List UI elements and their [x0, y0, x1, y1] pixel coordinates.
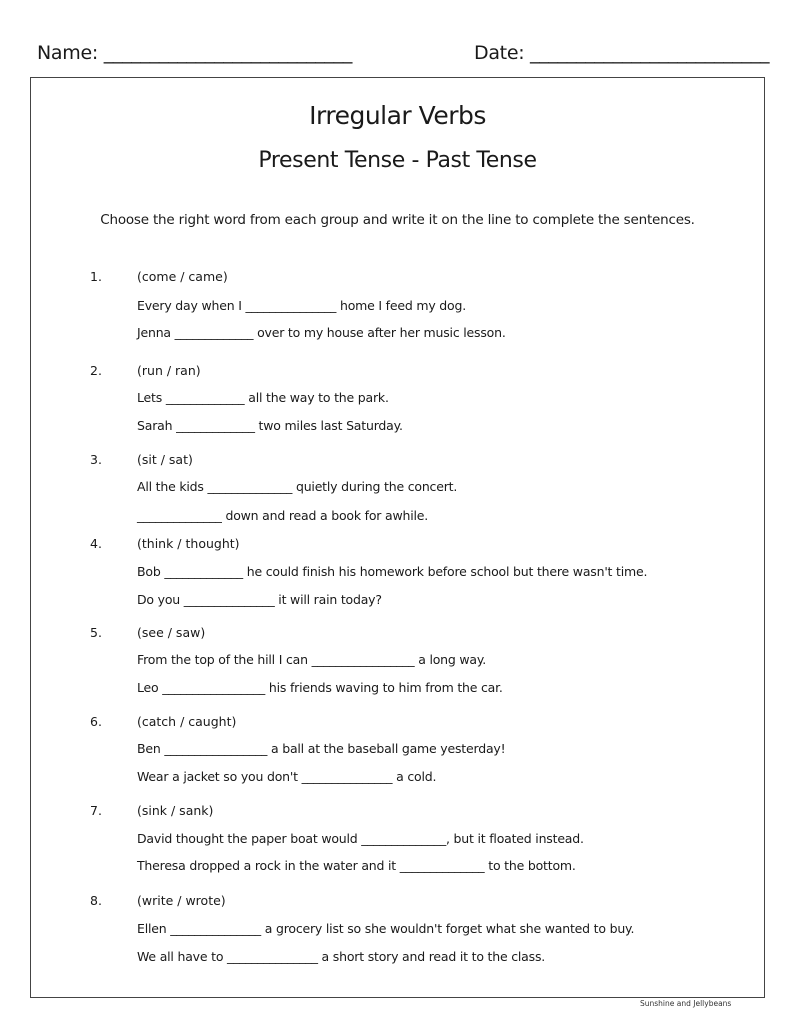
- question-number: 3.: [90, 452, 102, 467]
- question-number: 7.: [90, 803, 102, 818]
- sentence: Jenna _____________ over to my house after her music lesson.: [137, 325, 506, 340]
- sentence: Ben _________________ a ball at the baseball game yesterday!: [137, 741, 506, 756]
- sentence: Every day when I _______________ home I feed my dog.: [137, 298, 466, 313]
- worksheet-subtitle: Present Tense - Past Tense: [258, 148, 537, 173]
- sentence: Wear a jacket so you don't _______________ a cold.: [137, 769, 437, 784]
- verb-choices: (catch / caught): [137, 714, 237, 729]
- name-field-label: Name: ___________________________: [37, 42, 353, 64]
- sentence: All the kids ______________ quietly during the concert.: [137, 479, 458, 494]
- verb-choices: (come / came): [137, 269, 228, 284]
- question-number: 4.: [90, 536, 102, 551]
- date-field-label: Date: __________________________: [474, 42, 770, 64]
- sentence: Sarah _____________ two miles last Saturday.: [137, 418, 403, 433]
- verb-choices: (write / wrote): [137, 893, 226, 908]
- sentence: Lets _____________ all the way to the park.: [137, 390, 389, 405]
- sentence: Ellen _______________ a grocery list so she wouldn't forget what she wanted to buy.: [137, 921, 635, 936]
- question-number: 6.: [90, 714, 102, 729]
- instructions: Choose the right word from each group and write it on the line to complete the sentences.: [100, 212, 695, 228]
- sentence: David thought the paper boat would ______________, but it floated instead.: [137, 831, 584, 846]
- sentence: Bob _____________ he could finish his homework before school but there wasn't time.: [137, 564, 648, 579]
- sentence: We all have to _______________ a short story and read it to the class.: [137, 949, 546, 964]
- verb-choices: (think / thought): [137, 536, 240, 551]
- verb-choices: (sink / sank): [137, 803, 214, 818]
- sentence: Do you _______________ it will rain today?: [137, 592, 382, 607]
- question-number: 2.: [90, 363, 102, 378]
- question-number: 1.: [90, 269, 102, 284]
- question-number: 5.: [90, 625, 102, 640]
- worksheet-title: Irregular Verbs: [309, 101, 486, 130]
- verb-choices: (run / ran): [137, 363, 201, 378]
- sentence: ______________ down and read a book for awhile.: [137, 508, 429, 523]
- sentence: Theresa dropped a rock in the water and it ______________ to the bottom.: [137, 858, 576, 873]
- question-number: 8.: [90, 893, 102, 908]
- sentence: From the top of the hill I can _________________ a long way.: [137, 652, 487, 667]
- credit-footer: Sunshine and Jellybeans: [640, 999, 732, 1008]
- sentence: Leo _________________ his friends waving to him from the car.: [137, 680, 503, 695]
- verb-choices: (sit / sat): [137, 452, 193, 467]
- verb-choices: (see / saw): [137, 625, 206, 640]
